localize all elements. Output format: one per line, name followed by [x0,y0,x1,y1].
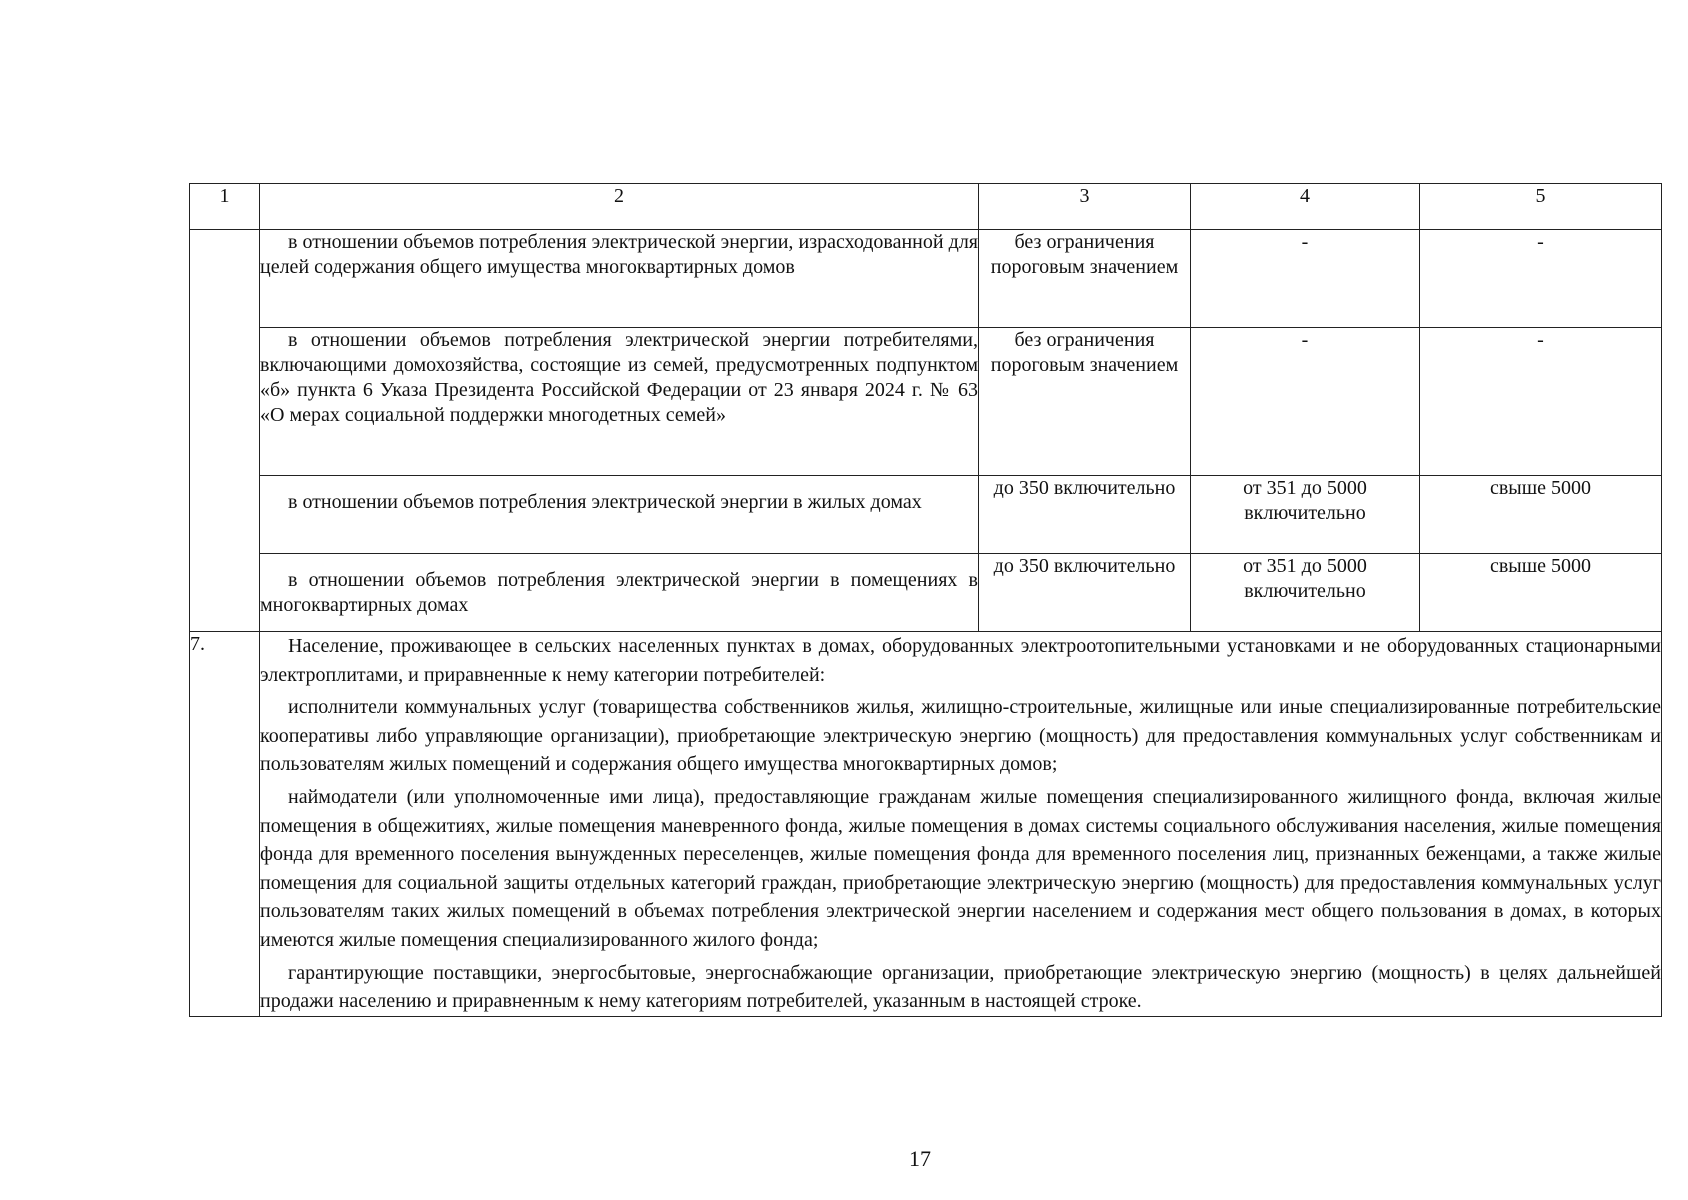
row-threshold-2: от 351 до 5000 включительно [1191,476,1420,554]
table-header-row [190,184,1662,230]
header-cell-5: 5 [1420,184,1662,230]
row-description: в отношении объемов потребления электрической энергии в помещениях в многоквартирных домах [260,554,979,632]
row-threshold-3: - [1420,328,1662,476]
paragraph: наймодатели (или уполномоченные ими лица), предоставляющие гражданам жилые помещения специализированного жилищного фонда, включая жилые помещения в общежитиях, жилые помещения маневренного фонда, жилые помещения в домах системы социального обслуживания населения, жилые помещения фонда для временного поселения вынужденных переселенцев, жилые помещения фонда для временного поселения лиц, признанных беженцами, а также жилые помещения для социальной защиты отдельных категорий граждан, приобретающие электрическую энергию (мощность) для предоставления коммунальных услуг пользователям таких жилых помещений в объемах потребления электрической энергии населением и содержания мест общего пользования в домах, в которых имеются жилые помещения специализированного жилого фонда; [260,785,1661,951]
header-cell-3: 3 [979,184,1191,230]
row-threshold-2: - [1191,328,1420,476]
row-description: в отношении объемов потребления электрической энергии потребителями, включающими домохозяйства, состоящие из семей, предусмотренных подпунктом «б» пункта 6 Указа Президента Российской Федерации от 23 января 2024 г. № 63 «О мерах социальной поддержки многодетных семей» [260,328,979,476]
row-threshold-3: свыше 5000 [1420,554,1662,632]
row-number-cell: 7. [190,632,260,1017]
row-description: в отношении объемов потребления электрической энергии в жилых домах [260,476,979,554]
header-cell-1: 1 [190,184,260,230]
table-row-section-7 [190,632,1662,1017]
table-row [190,328,1662,476]
table-row [190,476,1662,554]
row-threshold-1: до 350 включительно [979,476,1191,554]
table-row [190,230,1662,328]
row-threshold-2: от 351 до 5000 включительно [1191,554,1420,632]
row-threshold-2: - [1191,230,1420,328]
row-threshold-3: - [1420,230,1662,328]
section-7-text [260,632,1662,1017]
tariff-table [189,183,1662,1017]
header-cell-4: 4 [1191,184,1420,230]
row-threshold-1: без ограничения пороговым значением [979,230,1191,328]
row-description: в отношении объемов потребления электрической энергии, израсходованной для целей содержания общего имущества многоквартирных домов [260,230,979,328]
row-threshold-3: свыше 5000 [1420,476,1662,554]
row-threshold-1: до 350 включительно [979,554,1191,632]
table-row [190,554,1662,632]
page-number: 17 [909,1146,931,1171]
paragraph: гарантирующие поставщики, энергосбытовые, энергоснабжающие организации, приобретающие электрическую энергию (мощность) в целях дальнейшей продажи населению и приравненным к нему категориям потребителей, указанным в настоящей строке. [260,961,1661,1013]
header-cell-2: 2 [260,184,979,230]
row-number-cell-empty [190,230,260,632]
paragraph: исполнители коммунальных услуг (товарищества собственников жилья, жилищно-строительные, жилищные или иные специализированные потребительские кооперативы либо управляющие организации), приобретающие электрическую энергию (мощность) для предоставления коммунальных услуг собственникам и пользователям жилых помещений и содержания общего имущества многоквартирных домов; [260,696,1661,776]
row-threshold-1: без ограничения пороговым значением [979,328,1191,476]
paragraph: Население, проживающее в сельских населенных пунктах в домах, оборудованных электроотопительными установками и не оборудованных стационарными электроплитами, и приравненные к нему категории потребителей: [260,635,1661,686]
